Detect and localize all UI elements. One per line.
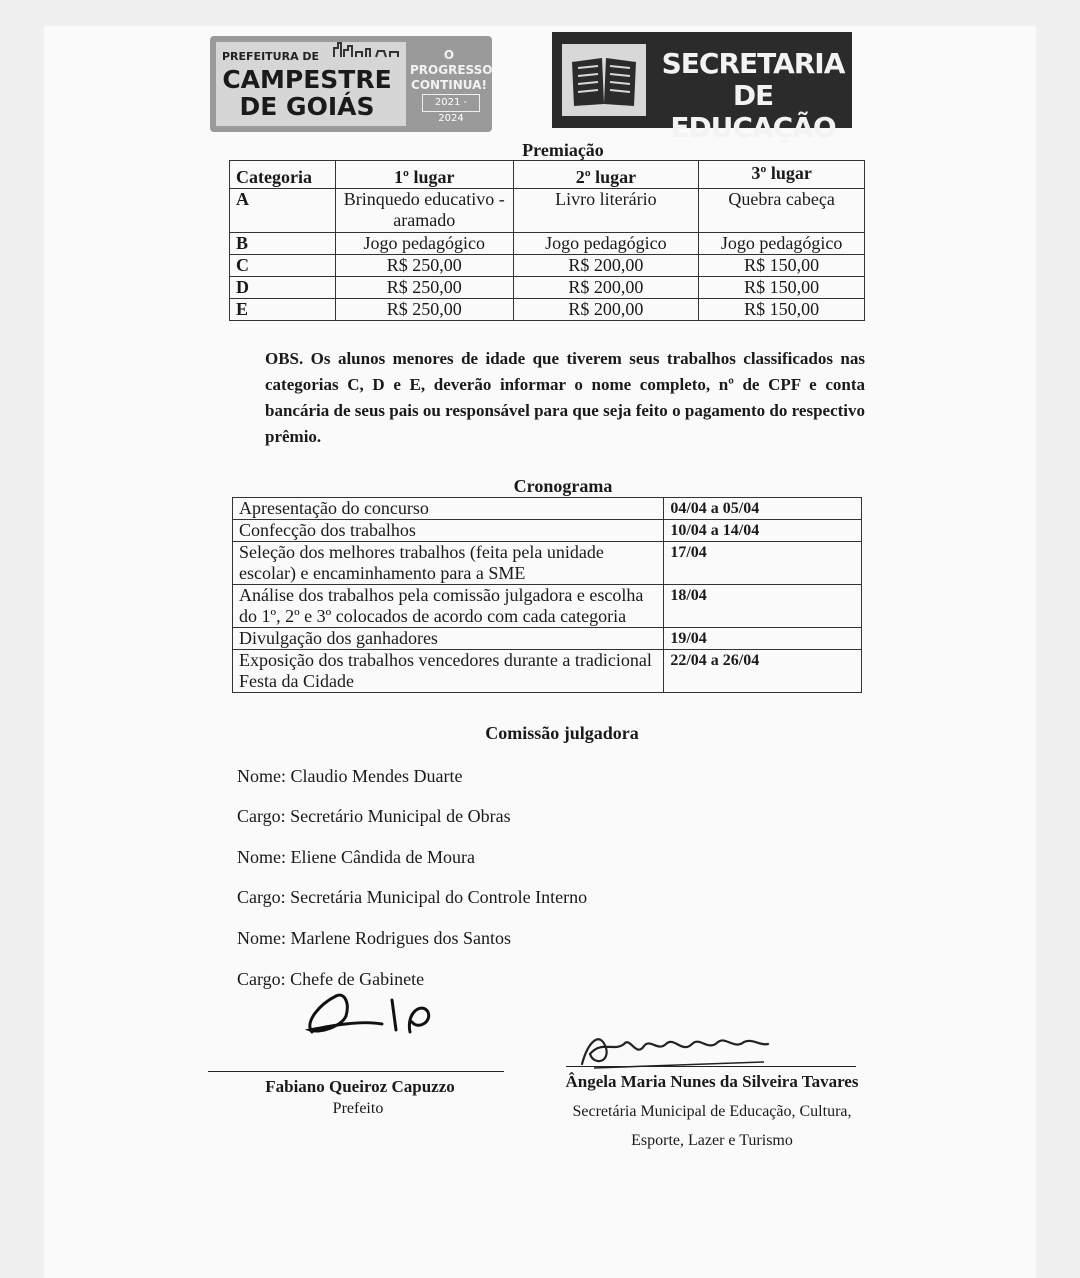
signatory-role: Esporte, Lazer e Turismo [631,1132,793,1149]
table-cell: 10/04 a 14/04 [664,520,862,542]
signature-line-right [566,1066,856,1067]
table-row [233,520,862,542]
secretaria-title [660,48,846,144]
table-cell: R$ 250,00 [335,299,513,321]
table-cell: R$ 150,00 [699,299,865,321]
member-role: Cargo: Secretário Municipal de Obras [237,806,511,826]
table-header-cell: 3º lugar [699,161,865,189]
logo-years: 2021 - 2024 [422,94,480,112]
secretaria-title-line2: EDUCAÇÃO [670,111,836,144]
table-cell: R$ 250,00 [335,255,513,277]
table-cell: 17/04 [664,542,862,585]
table-cell: B [230,233,336,255]
table-cell: 18/04 [664,585,862,628]
table-cell: Divulgação dos ganhadores [233,628,664,650]
secretaria-logo [552,32,852,144]
table-header-row [230,161,865,189]
table-row [230,299,865,321]
table-cell: Confecção dos trabalhos [233,520,664,542]
member-role: Cargo: Secretária Municipal do Controle Interno [237,887,588,907]
comissao-title: Comissão julgadora [485,723,639,743]
table-cell: Quebra cabeça [699,189,865,233]
cronograma-table [232,497,862,693]
table-row [230,189,865,233]
table-row [233,498,862,520]
table-row [230,277,865,299]
logo-city [222,66,392,120]
table-cell: R$ 150,00 [699,255,865,277]
signatory-name: Fabiano Queiroz Capuzzo [265,1077,455,1096]
table-cell: R$ 200,00 [513,299,699,321]
table-cell: R$ 250,00 [335,277,513,299]
book-icon [562,44,646,116]
logo-prefix: PREFEITURA DE [222,50,320,63]
table-row [233,585,862,628]
premiacao-table [229,160,865,321]
logo-slogan: O PROGRESSO CONTINUA! [410,48,493,92]
table-cell: Jogo pedagógico [513,233,699,255]
secretaria-title-line1: SECRETARIA DE [661,47,845,112]
table-cell: Jogo pedagógico [335,233,513,255]
skyline-icon [332,40,402,58]
table-cell: A [230,189,336,233]
table-row [233,542,862,585]
table-cell: 04/04 a 05/04 [664,498,862,520]
signatory-role: Secretária Municipal de Educação, Cultura, [572,1103,852,1120]
cronograma-title: Cronograma [513,476,613,496]
table-row [233,650,862,693]
table-cell: R$ 200,00 [513,255,699,277]
table-cell: Apresentação do concurso [233,498,664,520]
premiacao-title: Premiação [522,140,604,160]
table-cell: E [230,299,336,321]
member-name: Nome: Eliene Cândida de Moura [237,847,475,867]
prefeitura-logo [210,36,492,132]
table-cell: Seleção dos melhores trabalhos (feita pela unidade escolar) e encaminhamento para a SME [233,542,664,585]
table-cell: C [230,255,336,277]
table-row [230,233,865,255]
logo-city-line2: DE GOIÁS [239,92,375,121]
signatory-name: Ângela Maria Nunes da Silveira Tavares [565,1072,859,1091]
table-cell: Análise dos trabalhos pela comissão julgadora e escolha do 1º, 2º e 3º colocados de acordo com cada categoria [233,585,664,628]
table-cell: Livro literário [513,189,699,233]
table-cell: Exposição dos trabalhos vencedores durante a tradicional Festa da Cidade [233,650,664,693]
table-header-cell: Categoria [230,161,336,189]
table-cell: R$ 150,00 [699,277,865,299]
logo-city-line1: CAMPESTRE [222,65,392,94]
handwritten-signature-left [300,982,450,1044]
member-name: Nome: Claudio Mendes Duarte [237,766,463,786]
table-cell: Jogo pedagógico [699,233,865,255]
table-row [233,628,862,650]
signatory-role: Prefeito [332,1100,384,1117]
table-row [230,255,865,277]
table-cell: 19/04 [664,628,862,650]
signature-line-left [208,1071,504,1072]
table-cell: 22/04 a 26/04 [664,650,862,693]
table-cell: D [230,277,336,299]
obs-paragraph: OBS. Os alunos menores de idade que tiverem seus trabalhos classificados nas categorias C, D e E, deverão informar o nome completo, nº de CPF e conta bancária de seus pais ou responsável para que seja feito o pagamento do respectivo prêmio. [265,349,865,446]
member-name: Nome: Marlene Rodrigues dos Santos [237,928,511,948]
table-cell: Brinquedo educativo - aramado [335,189,513,233]
member-role: Cargo: Chefe de Gabinete [237,969,425,989]
table-cell: R$ 200,00 [513,277,699,299]
table-header-cell: 1º lugar [335,161,513,189]
table-header-cell: 2º lugar [513,161,699,189]
